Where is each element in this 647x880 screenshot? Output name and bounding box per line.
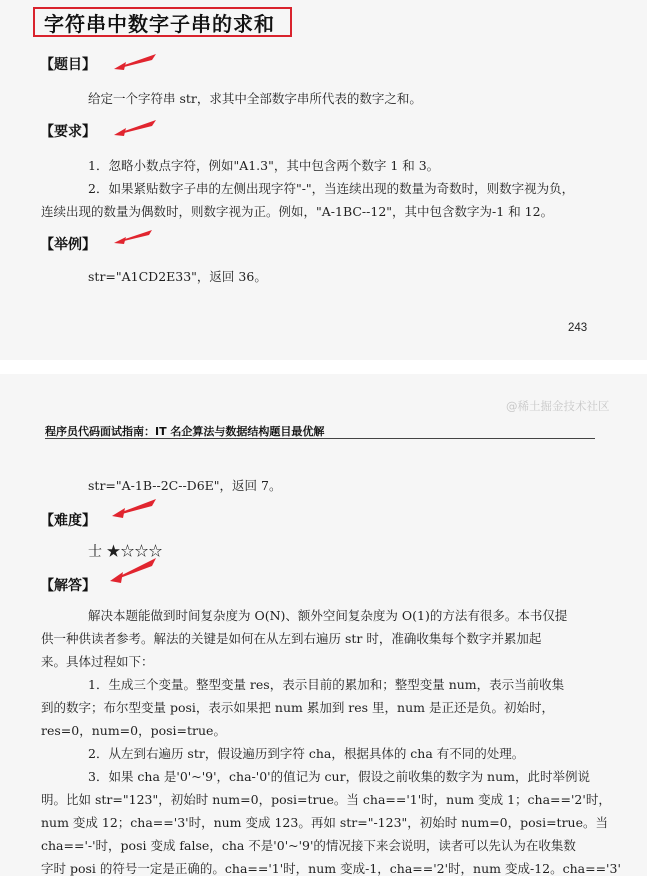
- section-difficulty-heading: 【难度】: [40, 513, 96, 529]
- requirement-1: 1．忽略小数点字符，例如"A1.3"，其中包含两个数字 1 和 3。: [88, 158, 440, 173]
- section-requirements-heading: 【要求】: [40, 124, 96, 140]
- page-number: 243: [568, 322, 588, 334]
- answer-line-2: 供一种供读者参考。解法的关键是如何在从左到右遍历 str 时，准确收集每个数字并累加起: [41, 631, 542, 646]
- header-rule: [45, 438, 595, 439]
- answer-line-9: 明。比如 str="123"，初始时 num=0，posi=true。当 cha=='1'时，num 变成 1；cha=='2'时，: [41, 792, 611, 807]
- example-2: str="A-1B--2C--D6E"，返回 7。: [88, 478, 282, 493]
- requirement-2-line-2: 连续出现的数量为偶数时，则数字视为正。例如，"A-1BC--12"，其中包含数字为-1 和 12。: [41, 204, 554, 219]
- answer-line-5: 到的数字；布尔型变量 posi，表示如果把 num 累加到 res 里，num 是正还是负。初始时，: [41, 700, 554, 715]
- requirement-2-line-1: 2．如果紧贴数字子串的左侧出现字符"-"，当连续出现的数量为奇数时，则数字视为负，: [88, 181, 575, 196]
- page-244: [0, 374, 647, 876]
- answer-line-8: 3．如果 cha 是'0'~'9'，cha-'0'的值记为 cur，假设之前收集的数字为 num，此时举例说: [88, 769, 591, 784]
- answer-line-12: 字时 posi 的符号一定是正确的。cha=='1'时，num 变成-1，cha=='2'时，num 变成-12。cha=='3': [41, 861, 621, 876]
- answer-line-4: 1．生成三个变量。整型变量 res，表示目前的累加和；整型变量 num，表示当前收集: [88, 677, 565, 692]
- example-1: str="A1CD2E33"，返回 36。: [88, 269, 267, 284]
- answer-line-11: cha=='-'时，posi 变成 false，cha 不是'0'~'9'的情况接下来会说明，读者可以先认为在收集数: [41, 838, 576, 853]
- section-problem-heading: 【题目】: [40, 57, 96, 73]
- watermark-text: @稀土掘金技术社区: [506, 399, 610, 413]
- page-gap: [0, 360, 647, 374]
- answer-line-6: res=0，num=0，posi=true。: [41, 723, 226, 738]
- answer-line-1: 解决本题能做到时间复杂度为 O(N)、额外空间复杂度为 O(1)的方法有很多。本书仅提: [88, 608, 568, 623]
- section-example-heading: 【举例】: [40, 237, 96, 253]
- page-243: [0, 0, 647, 360]
- problem-text: 给定一个字符串 str，求其中全部数字串所代表的数字之和。: [88, 91, 422, 106]
- answer-line-7: 2．从左到右遍历 str，假设遍历到字符 cha，根据具体的 cha 有不同的处理。: [88, 746, 525, 761]
- answer-line-3: 来。具体过程如下：: [41, 654, 154, 669]
- section-answer-heading: 【解答】: [40, 578, 96, 594]
- red-arrow-icon: [112, 224, 156, 246]
- difficulty-rating: 士 ★☆☆☆: [88, 544, 163, 560]
- red-arrow-icon: [108, 554, 162, 584]
- red-arrow-icon: [110, 494, 162, 520]
- running-header: 程序员代码面试指南：IT 名企算法与数据结构题目最优解: [45, 425, 325, 438]
- page-title: 字符串中数字子串的求和: [44, 12, 275, 36]
- red-arrow-icon: [112, 50, 162, 72]
- answer-line-10: num 变成 12；cha=='3'时，num 变成 123。再如 str="-123"，初始时 num=0，posi=true。当: [41, 815, 608, 830]
- red-arrow-icon: [112, 116, 162, 138]
